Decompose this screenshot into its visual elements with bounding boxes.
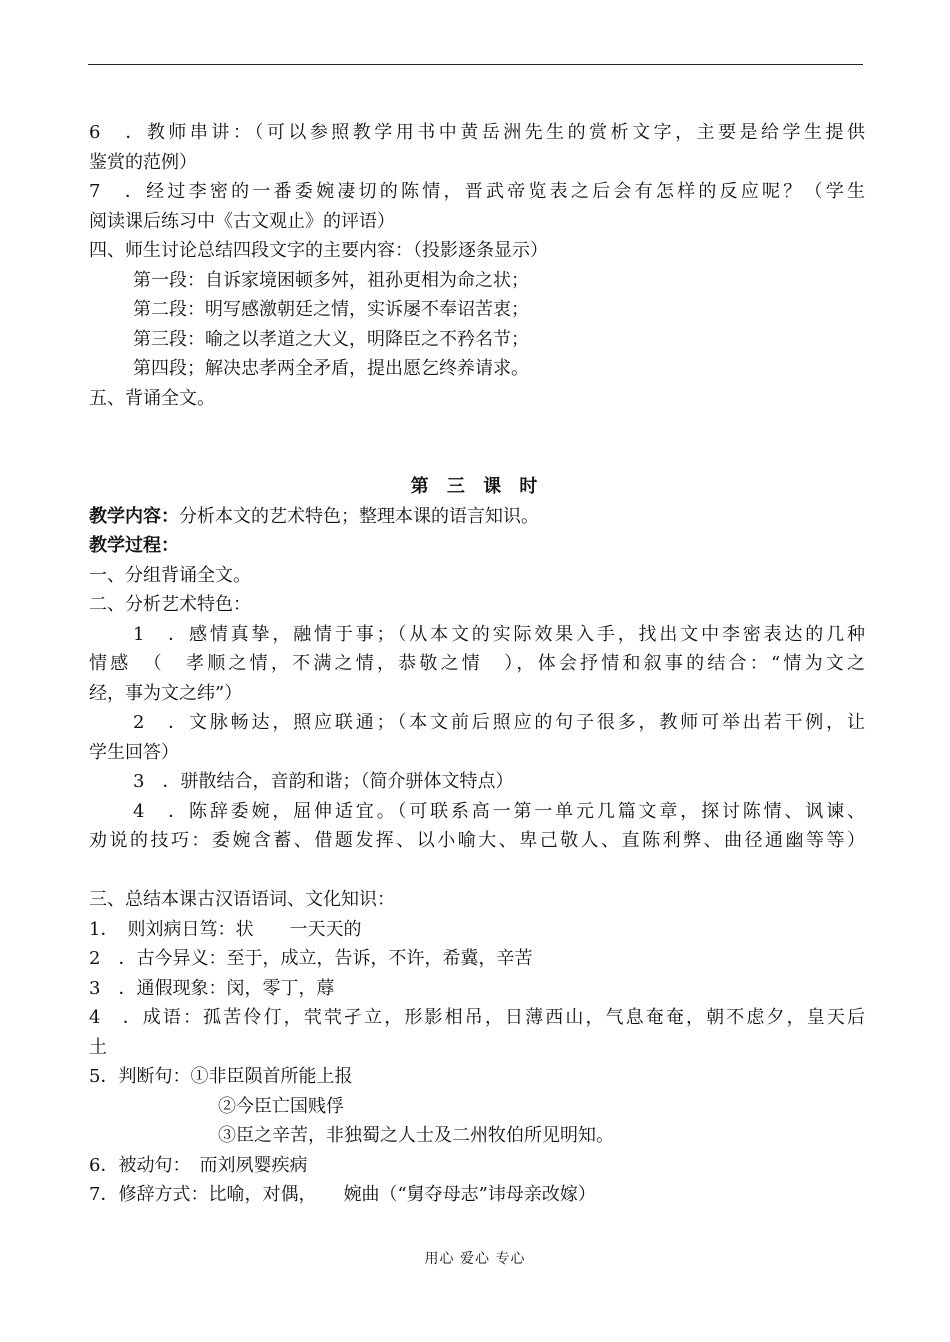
text-line: 五、背诵全文。 xyxy=(89,387,215,409)
text-line: 阅读课后练习中《古文观止》的评语） xyxy=(89,210,395,232)
text-line: 第一段：自诉家境困顿多舛，祖孙更相为命之状； xyxy=(133,269,529,291)
text-line: 7．修辞方式：比喻，对偶， 婉曲（“舅夺母志”讳母亲改嫁） xyxy=(89,1184,596,1205)
text-line: 鉴赏的范例） xyxy=(89,151,197,173)
text-line: 1 ．感情真挚，融情于事；（从本文的实际效果入手，找出文中李密表达的几种 xyxy=(133,623,865,645)
text-line: ③臣之辛苦，非独蜀之人士及二州牧伯所见明知。 xyxy=(218,1125,614,1146)
text-line: 4 ．陈辞委婉，屈伸适宜。（可联系高一第一单元几篇文章，探讨陈情、讽谏、 xyxy=(133,800,865,822)
text-line: 劝说的技巧：委婉含蓄、借题发挥、以小喻大、卑己敬人、直陈利弊、曲径通幽等等） xyxy=(89,830,865,851)
text-line: 四、师生讨论总结四段文字的主要内容：（投影逐条显示） xyxy=(89,240,548,261)
text-line: 1． 则刘病日笃：状 一天天的 xyxy=(89,918,362,940)
text-line: ②今臣亡国贱俘 xyxy=(218,1095,344,1117)
text-line: 4 ．成语：孤苦伶仃，茕茕孑立，形影相吊，日薄西山，气息奄奄，朝不虑夕，皇天后 xyxy=(89,1007,865,1028)
text-line: 6．被动句： 而刘夙婴疾病 xyxy=(89,1154,308,1176)
text-line: 5．判断句：①非臣陨首所能上报 xyxy=(89,1066,353,1087)
document-body xyxy=(89,118,865,1210)
text-line: 第三段：喻之以孝道之大义，明降臣之不矜名节； xyxy=(133,328,529,350)
text-line: 2 ．文脉畅达，照应联通；（本文前后照应的句子很多，教师可举出若干例，让 xyxy=(133,712,865,733)
header-rule xyxy=(88,64,863,65)
text-line: 3 ．骈散结合，音韵和谐；（简介骈体文特点） xyxy=(133,771,514,792)
text-line: 情感 （ 孝顺之情，不满之情，恭敬之情 ），体会抒情和叙事的结合：“情为文之 xyxy=(89,653,865,674)
text-line: 6 ．教师串讲：（可以参照教学用书中黄岳洲先生的赏析文字，主要是给学生提供 xyxy=(89,122,865,143)
section-title: 第 三 课 时 xyxy=(410,476,544,497)
teaching-content-text: 分析本文的艺术特色；整理本课的语言知识。 xyxy=(179,505,539,527)
text-line: 二、分析艺术特色： xyxy=(89,594,251,615)
text-line: 第二段：明写感激朝廷之情，实诉屡不奉诏苦衷； xyxy=(133,299,529,320)
text-line: 土 xyxy=(89,1036,107,1058)
teaching-content-label: 教学内容： xyxy=(89,505,179,527)
text-line: 一、分组背诵全文。 xyxy=(89,564,251,586)
teaching-process-label: 教学过程： xyxy=(89,535,179,556)
text-line: 7 ．经过李密的一番委婉凄切的陈情，晋武帝览表之后会有怎样的反应呢？（学生 xyxy=(89,181,865,202)
text-line: 学生回答） xyxy=(89,741,179,763)
text-line: 2 ．古今异义：至于，成立，告诉，不许，希冀，辛苦 xyxy=(89,948,533,969)
text-line: 3 ．通假现象：闵，零丁，蓐 xyxy=(89,977,335,999)
page-footer: 用心 爱心 专心 xyxy=(424,1251,526,1267)
text-line: 经，事为文之纬”） xyxy=(89,682,243,704)
text-line: 三、总结本课古汉语语词、文化知识： xyxy=(89,889,395,910)
text-line: 第四段；解决忠孝两全矛盾，提出愿乞终养请求。 xyxy=(133,358,529,379)
